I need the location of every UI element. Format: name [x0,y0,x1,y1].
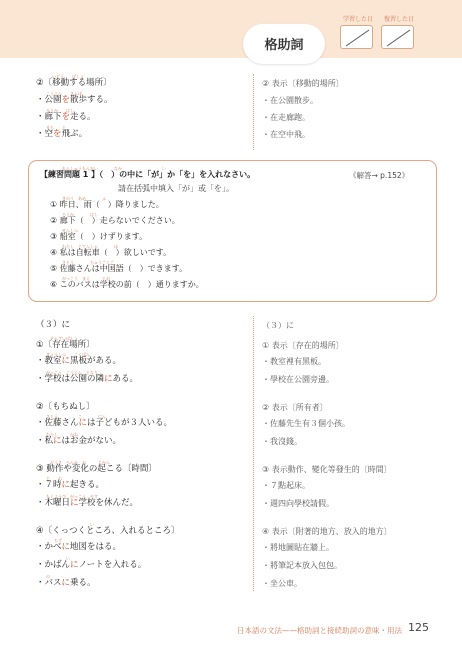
jp-example: ・学校は公園の隣にある。 [36,374,139,384]
practice-item: ④ 私は自転車（ ）欲しいです。 [50,248,172,257]
heading-ruby: どうさ へんか お じかん [50,460,110,465]
example-ruby: わたし かね [46,432,78,437]
example-ruby: もくようび がっこう やす [46,494,98,499]
zh-example: ・在走廊跑。 [262,113,310,122]
zh-example: ・將地圖貼在牆上。 [262,543,334,552]
zh-example: ・我沒錢。 [262,437,302,446]
jp-example: ・廊下を走る。 [36,112,96,122]
heading-ruby: いどう ばしょ [52,74,84,79]
jp-heading: ③ 動作や変化の起こる〔時間〕 [36,464,157,474]
item-ruby: きのう あめ ふ [62,196,106,201]
zh-example: ・學校在公園旁邊。 [262,375,334,384]
jp-example: ・公園を散歩する。 [36,95,113,105]
example-ruby: きょうしつ こくばん [46,352,90,357]
heading-ruby: そんざいばしょ [50,336,78,341]
practice-item: ② 廊下（ ）走らないでください。 [50,216,180,225]
zh-example: ・將筆記本放入包包。 [262,561,342,570]
practice-item: ① 昨日、雨（ ）降りました。 [50,200,164,209]
zh-example: ・週四向學校請假。 [262,499,334,508]
reviewed-date-label: 復習した日 [383,16,414,23]
example-ruby: そら と [46,125,66,130]
practice-subtitle: 請在括弧中填入「が」或「を」。 [118,184,234,193]
example-ruby: じ お [46,476,62,481]
zh-example: ・在空中飛。 [262,130,310,139]
practice-title-ruby: れんしゅうもんだい なか い [62,166,166,171]
studied-date-label: 学習した日 [342,16,373,23]
zh-heading: ① 表示〔存在的場所〕 [262,341,344,350]
jp-example: ・７時に起きる。 [36,480,105,490]
jp-example: ・教室に黒板がある。 [36,356,122,366]
example-ruby: い [46,556,70,561]
zh-example: ・教室裡有黑板。 [262,357,326,366]
jp-heading: ④〔くっつくところ、入れるところ〕 [36,526,180,536]
section-title-zh: （３）に [262,321,294,330]
example-ruby: がっこう こうえん となり [46,370,98,375]
slash-mark [341,26,373,49]
zh-example: ・７點起床。 [262,481,310,490]
reviewed-date-box[interactable] [381,25,414,49]
practice-title: 【練習問題 1 】（ ）の中に「が」か「を」を入れなさい。 [40,170,256,179]
chapter-title-tab [243,24,325,64]
example-ruby: の [46,574,50,579]
zh-heading: ③ 表示動作、變化等發生的〔時間〕 [262,465,392,474]
item-ruby: さとう ちゅうごくご [62,260,114,265]
footer-chapter-title: 日本語の文法——格助詞と接続助詞の意味・用法 [237,626,402,635]
heading-ruby: い [50,522,94,527]
jp-heading: ②〔もちぬし〕 [36,402,95,412]
zh-heading: ② 表示〔移動的場所〕 [262,79,344,88]
jp-heading: ②〔移動する場所〕 [36,78,112,88]
example-ruby: さとう こ にん [46,414,106,419]
jp-heading: ①〔存在場所〕 [36,340,95,350]
zh-example: ・坐公車。 [262,579,302,588]
zh-example: ・在公園散步。 [262,96,318,105]
zh-heading: ② 表示〔所有者〕 [262,403,328,412]
section-title: （３）に [36,320,71,330]
jp-example: ・バスに乗る。 [36,578,96,588]
jp-example: ・空を飛ぶ。 [36,129,88,139]
item-ruby: ろうか はし [62,212,98,217]
column-divider [253,316,254,591]
zh-heading: ④ 表示〔附著的地方、放入的地方〕 [262,527,392,536]
example-ruby: ちず [46,538,62,543]
answer-reference[interactable]: 《解答→ p.152》 [349,171,410,180]
zh-example: ・佐藤先生有３個小孩。 [262,419,350,428]
page-number: 125 [408,621,429,634]
practice-item: ③ 船室（ ）けずります。 [50,232,148,241]
jp-example: ・かばんにノートを入れる。 [36,560,147,570]
example-ruby: こうえん さんぽ [46,91,82,96]
studied-date-box[interactable] [340,25,373,49]
practice-item: ⑤ 佐藤さんは中国語（ ）できます。 [50,264,188,273]
practice-item: ⑥ このバスは学校の前（ ）通りますか。 [50,280,204,289]
jp-example: ・木曜日に学校を休んだ。 [36,498,139,508]
item-ruby: せんしつ [62,228,78,233]
slash-mark [382,26,414,49]
jp-example: ・かべに地図をはる。 [36,542,122,552]
item-ruby: がっこう まえ とお [62,276,110,281]
chapter-title: 格助詞 [264,38,304,53]
column-divider [253,74,254,150]
jp-example: ・佐藤さんには子どもが３人いる。 [36,418,173,428]
item-ruby: わたし じてんしゃ ほ [62,244,118,249]
example-ruby: ろうか はし [46,108,74,113]
jp-example: ・私にはお金がない。 [36,436,122,446]
